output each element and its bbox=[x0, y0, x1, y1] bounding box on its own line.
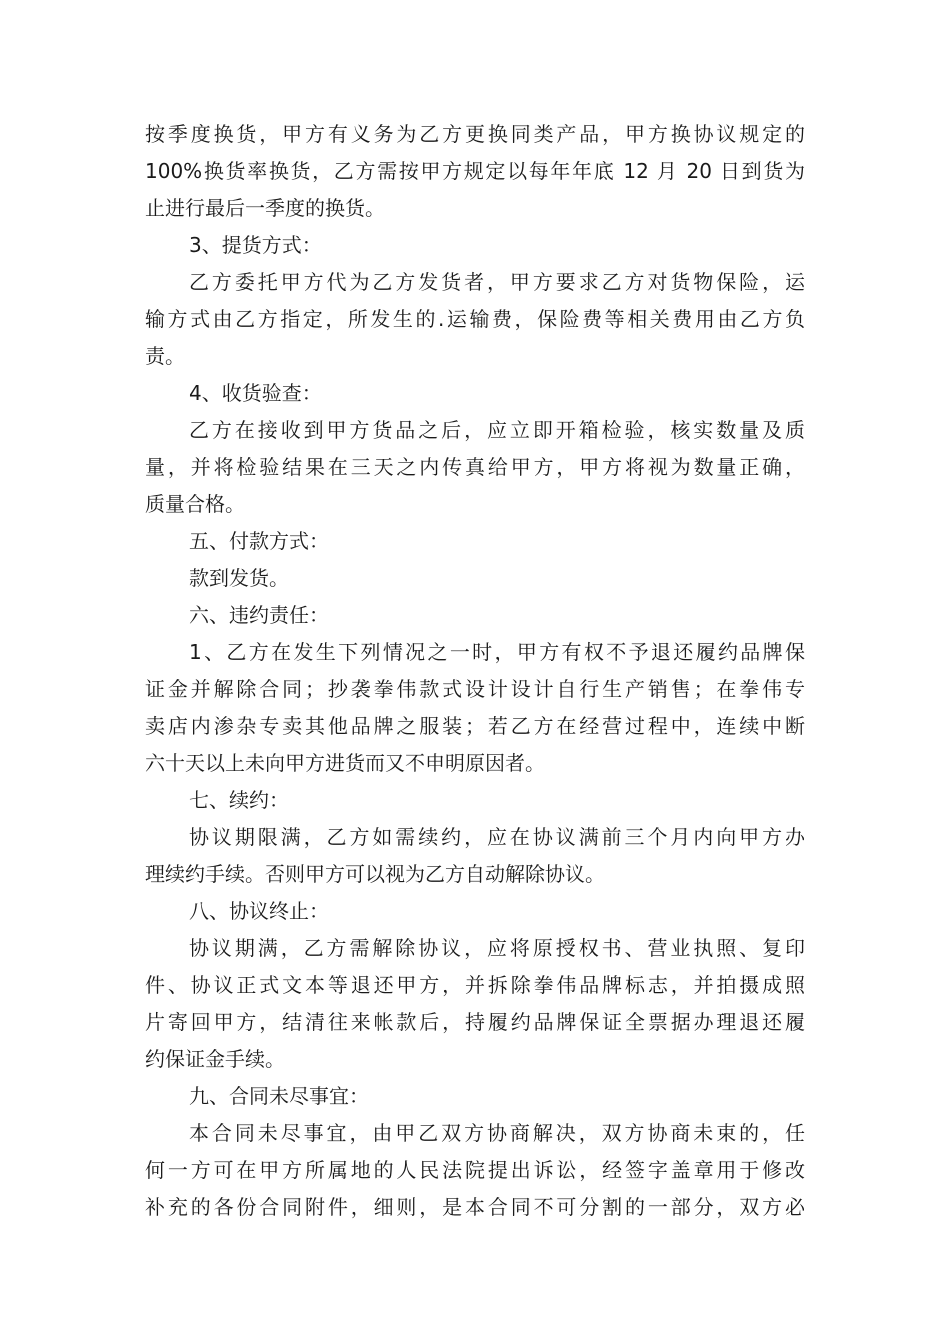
text-line: 何一方可在甲方所属地的人民法院提出诉讼，经签字盖章用于修改 bbox=[145, 1158, 805, 1182]
text-line: 卖店内渗杂专卖其他品牌之服装；若乙方在经营过程中，连续中断 bbox=[145, 714, 805, 738]
text-line: 按季度换货，甲方有义务为乙方更换同类产品，甲方换协议规定的 bbox=[145, 122, 805, 146]
text-line: 乙方委托甲方代为乙方发货者，甲方要求乙方对货物保险，运 bbox=[189, 270, 805, 294]
section-heading: 六、违约责任： bbox=[189, 603, 329, 627]
section-heading: 八、协议终止： bbox=[189, 899, 329, 923]
text-line: 约保证金手续。 bbox=[145, 1047, 285, 1071]
text-line: 1、乙方在发生下列情况之一时，甲方有权不予退还履约品牌保 bbox=[189, 640, 805, 664]
text-line: 款到发货。 bbox=[189, 566, 289, 590]
text-line: 乙方在接收到甲方货品之后，应立即开箱检验，核实数量及质 bbox=[189, 418, 805, 442]
section-heading: 九、合同未尽事宜： bbox=[189, 1084, 369, 1108]
section-heading: 4、收货验查： bbox=[189, 381, 322, 405]
document-page bbox=[145, 116, 805, 1226]
text-line: 件、协议正式文本等退还甲方，并拆除拳伟品牌标志，并拍摄成照 bbox=[145, 973, 805, 997]
section-heading: 五、付款方式： bbox=[189, 529, 329, 553]
text-line: 补充的各份合同附件，细则，是本合同不可分割的一部分，双方必 bbox=[145, 1195, 805, 1219]
text-line: 协议期限满，乙方如需续约，应在协议满前三个月内向甲方办 bbox=[189, 825, 805, 849]
text-line: 协议期满，乙方需解除协议，应将原授权书、营业执照、复印 bbox=[189, 936, 805, 960]
text-line: 本合同未尽事宜，由甲乙双方协商解决，双方协商未束的，任 bbox=[189, 1121, 805, 1145]
section-heading: 七、续约： bbox=[189, 788, 289, 812]
text-line: 100%换货率换货，乙方需按甲方规定以每年年底 12 月 20 日到货为 bbox=[145, 159, 805, 183]
text-line: 量，并将检验结果在三天之内传真给甲方，甲方将视为数量正确， bbox=[145, 455, 805, 479]
text-line: 理续约手续。否则甲方可以视为乙方自动解除协议。 bbox=[145, 862, 605, 886]
text-line: 证金并解除合同；抄袭拳伟款式设计设计自行生产销售；在拳伟专 bbox=[145, 677, 805, 701]
text-line: 输方式由乙方指定，所发生的.运输费，保险费等相关费用由乙方负 bbox=[145, 307, 805, 331]
text-line: 质量合格。 bbox=[145, 492, 245, 516]
text-line: 止进行最后一季度的换货。 bbox=[145, 196, 385, 220]
text-line: 片寄回甲方，结清往来帐款后，持履约品牌保证全票据办理退还履 bbox=[145, 1010, 805, 1034]
text-line: 责。 bbox=[145, 344, 185, 368]
text-line: 六十天以上未向甲方进货而又不申明原因者。 bbox=[145, 751, 545, 775]
section-heading: 3、提货方式： bbox=[189, 233, 322, 257]
